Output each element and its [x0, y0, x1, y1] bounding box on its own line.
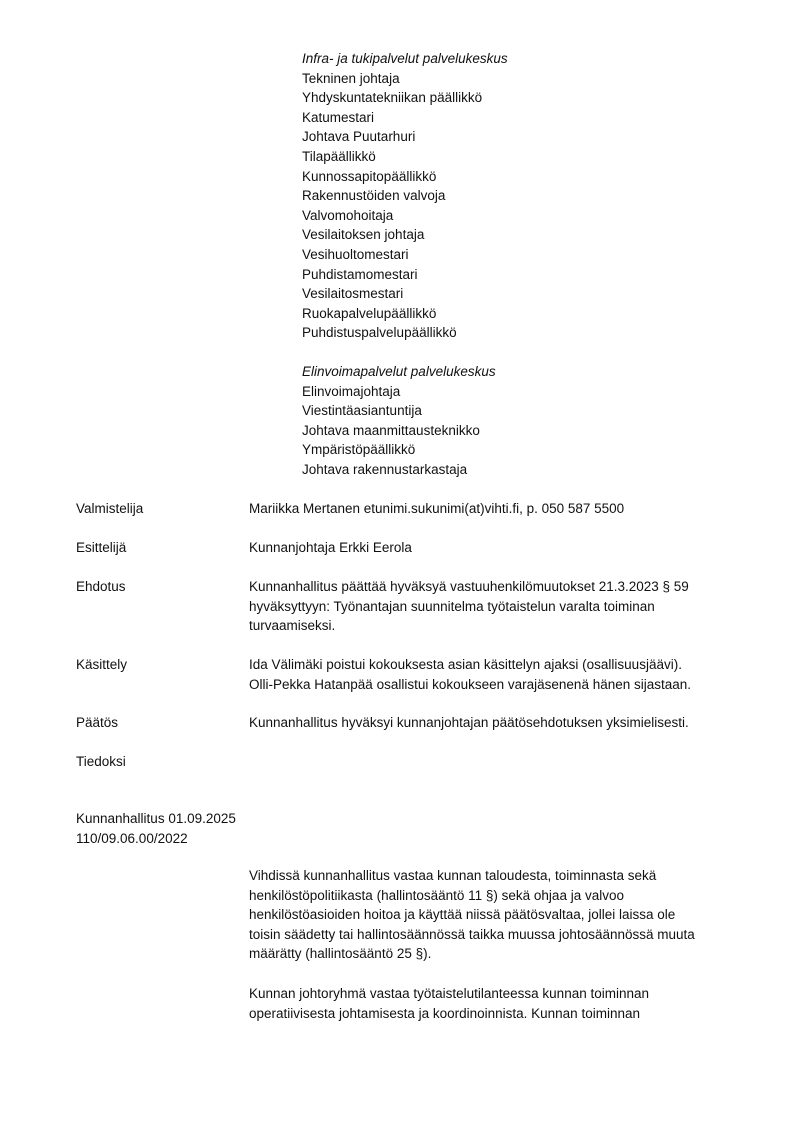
list-item: Yhdyskuntatekniikan päällikkö: [302, 90, 483, 106]
paragraph-line: henkilöstöasioiden hoitoa ja käyttää niissä päätösvaltaa, jollei laissa ole: [249, 907, 676, 923]
kasittely-line: Olli-Pekka Hatanpää osallistui kokoukseen varajäsenenä hänen sijastaan.: [249, 676, 692, 692]
list-item: Ruokapalvelupäällikkö: [302, 305, 437, 321]
esittelija-line: Kunnanjohtaja Erkki Eerola: [249, 540, 412, 555]
tiedoksi-label: Tiedoksi: [76, 754, 126, 769]
ehdotus-line: turvaamiseksi.: [249, 618, 336, 634]
ehdotus-line: Kunnanhallitus päättää hyväksyä vastuuhenkilömuutokset 21.3.2023 § 59: [249, 579, 689, 594]
list-item: Johtava rakennustarkastaja: [302, 461, 468, 477]
list-item: Johtava maanmittausteknikko: [302, 422, 480, 438]
list-item: Puhdistamomestari: [302, 266, 418, 282]
ehdotus-value: [249, 577, 739, 636]
kasittely-label: Käsittely: [76, 657, 128, 672]
list-item: Vesihuoltomestari: [302, 246, 409, 262]
paragraph-line: operatiivisesta johtamisesta ja koordinoinnista. Kunnan toiminnan: [249, 1005, 640, 1021]
body-paragraph-1: [249, 866, 739, 964]
valmistelija-label: Valmistelija: [76, 501, 144, 516]
body-paragraph-2: [249, 984, 739, 1023]
list-item: Rakennustöiden valvoja: [302, 188, 446, 204]
elinvoima-section: [302, 362, 496, 480]
list-item: Puhdistuspalvelupäällikkö: [302, 325, 457, 341]
list-item: Ympäristöpäällikkö: [302, 442, 416, 458]
kasittely-value: [249, 655, 739, 694]
list-item: Tekninen johtaja: [302, 70, 400, 86]
infra-section-heading: Infra- ja tukipalvelut palvelukeskus: [302, 51, 508, 66]
infra-section: [302, 49, 508, 343]
esittelija-value: [249, 538, 739, 558]
valmistelija-line: Mariikka Mertanen etunimi.sukunimi(at)vihti.fi, p. 050 587 5500: [249, 501, 625, 516]
ehdotus-label: Ehdotus: [76, 579, 126, 594]
case-number: 110/09.06.00/2022: [76, 831, 188, 846]
elinvoima-section-heading: Elinvoimapalvelut palvelukeskus: [302, 364, 496, 379]
kasittely-line: Ida Välimäki poistui kokouksesta asian käsittelyn ajaksi (osallisuusjäävi).: [249, 657, 682, 672]
list-item: Kunnossapitopäällikkö: [302, 168, 437, 184]
paragraph-line: toisin säädetty tai hallintosäännössä taikka muussa johtosäännössä muuta: [249, 926, 695, 942]
ehdotus-line: hyväksyttyyn: Työnantajan suunnitelma työtaistelun varalta toiminan: [249, 598, 655, 614]
paragraph-line: henkilöstöpolitiikasta (hallintosääntö 11 §) sekä ohjaa ja valvoo: [249, 887, 624, 903]
list-item: Vesilaitosmestari: [302, 286, 404, 302]
list-item: Elinvoimajohtaja: [302, 383, 401, 399]
paragraph-line: määrätty (hallintosääntö 25 §).: [249, 946, 432, 962]
paragraph-line: Kunnan johtoryhmä vastaa työtaistelutilanteessa kunnan toiminnan: [249, 986, 650, 1001]
paatos-value: [249, 713, 739, 733]
paatos-line: Kunnanhallitus hyväksyi kunnanjohtajan päätösehdotuksen yksimielisesti.: [249, 715, 689, 730]
meeting-title: Kunnanhallitus 01.09.2025: [76, 811, 236, 826]
list-item: Valvomohoitaja: [302, 207, 394, 223]
paragraph-line: Vihdissä kunnanhallitus vastaa kunnan taloudesta, toiminnasta sekä: [249, 868, 657, 883]
list-item: Johtava Puutarhuri: [302, 129, 416, 145]
list-item: Katumestari: [302, 109, 375, 125]
paatos-label: Päätös: [76, 715, 119, 730]
list-item: Tilapäällikkö: [302, 148, 376, 164]
esittelija-label: Esittelijä: [76, 540, 127, 555]
list-item: Viestintäasiantuntija: [302, 403, 422, 419]
valmistelija-value: [249, 499, 739, 519]
list-item: Vesilaitoksen johtaja: [302, 227, 425, 243]
